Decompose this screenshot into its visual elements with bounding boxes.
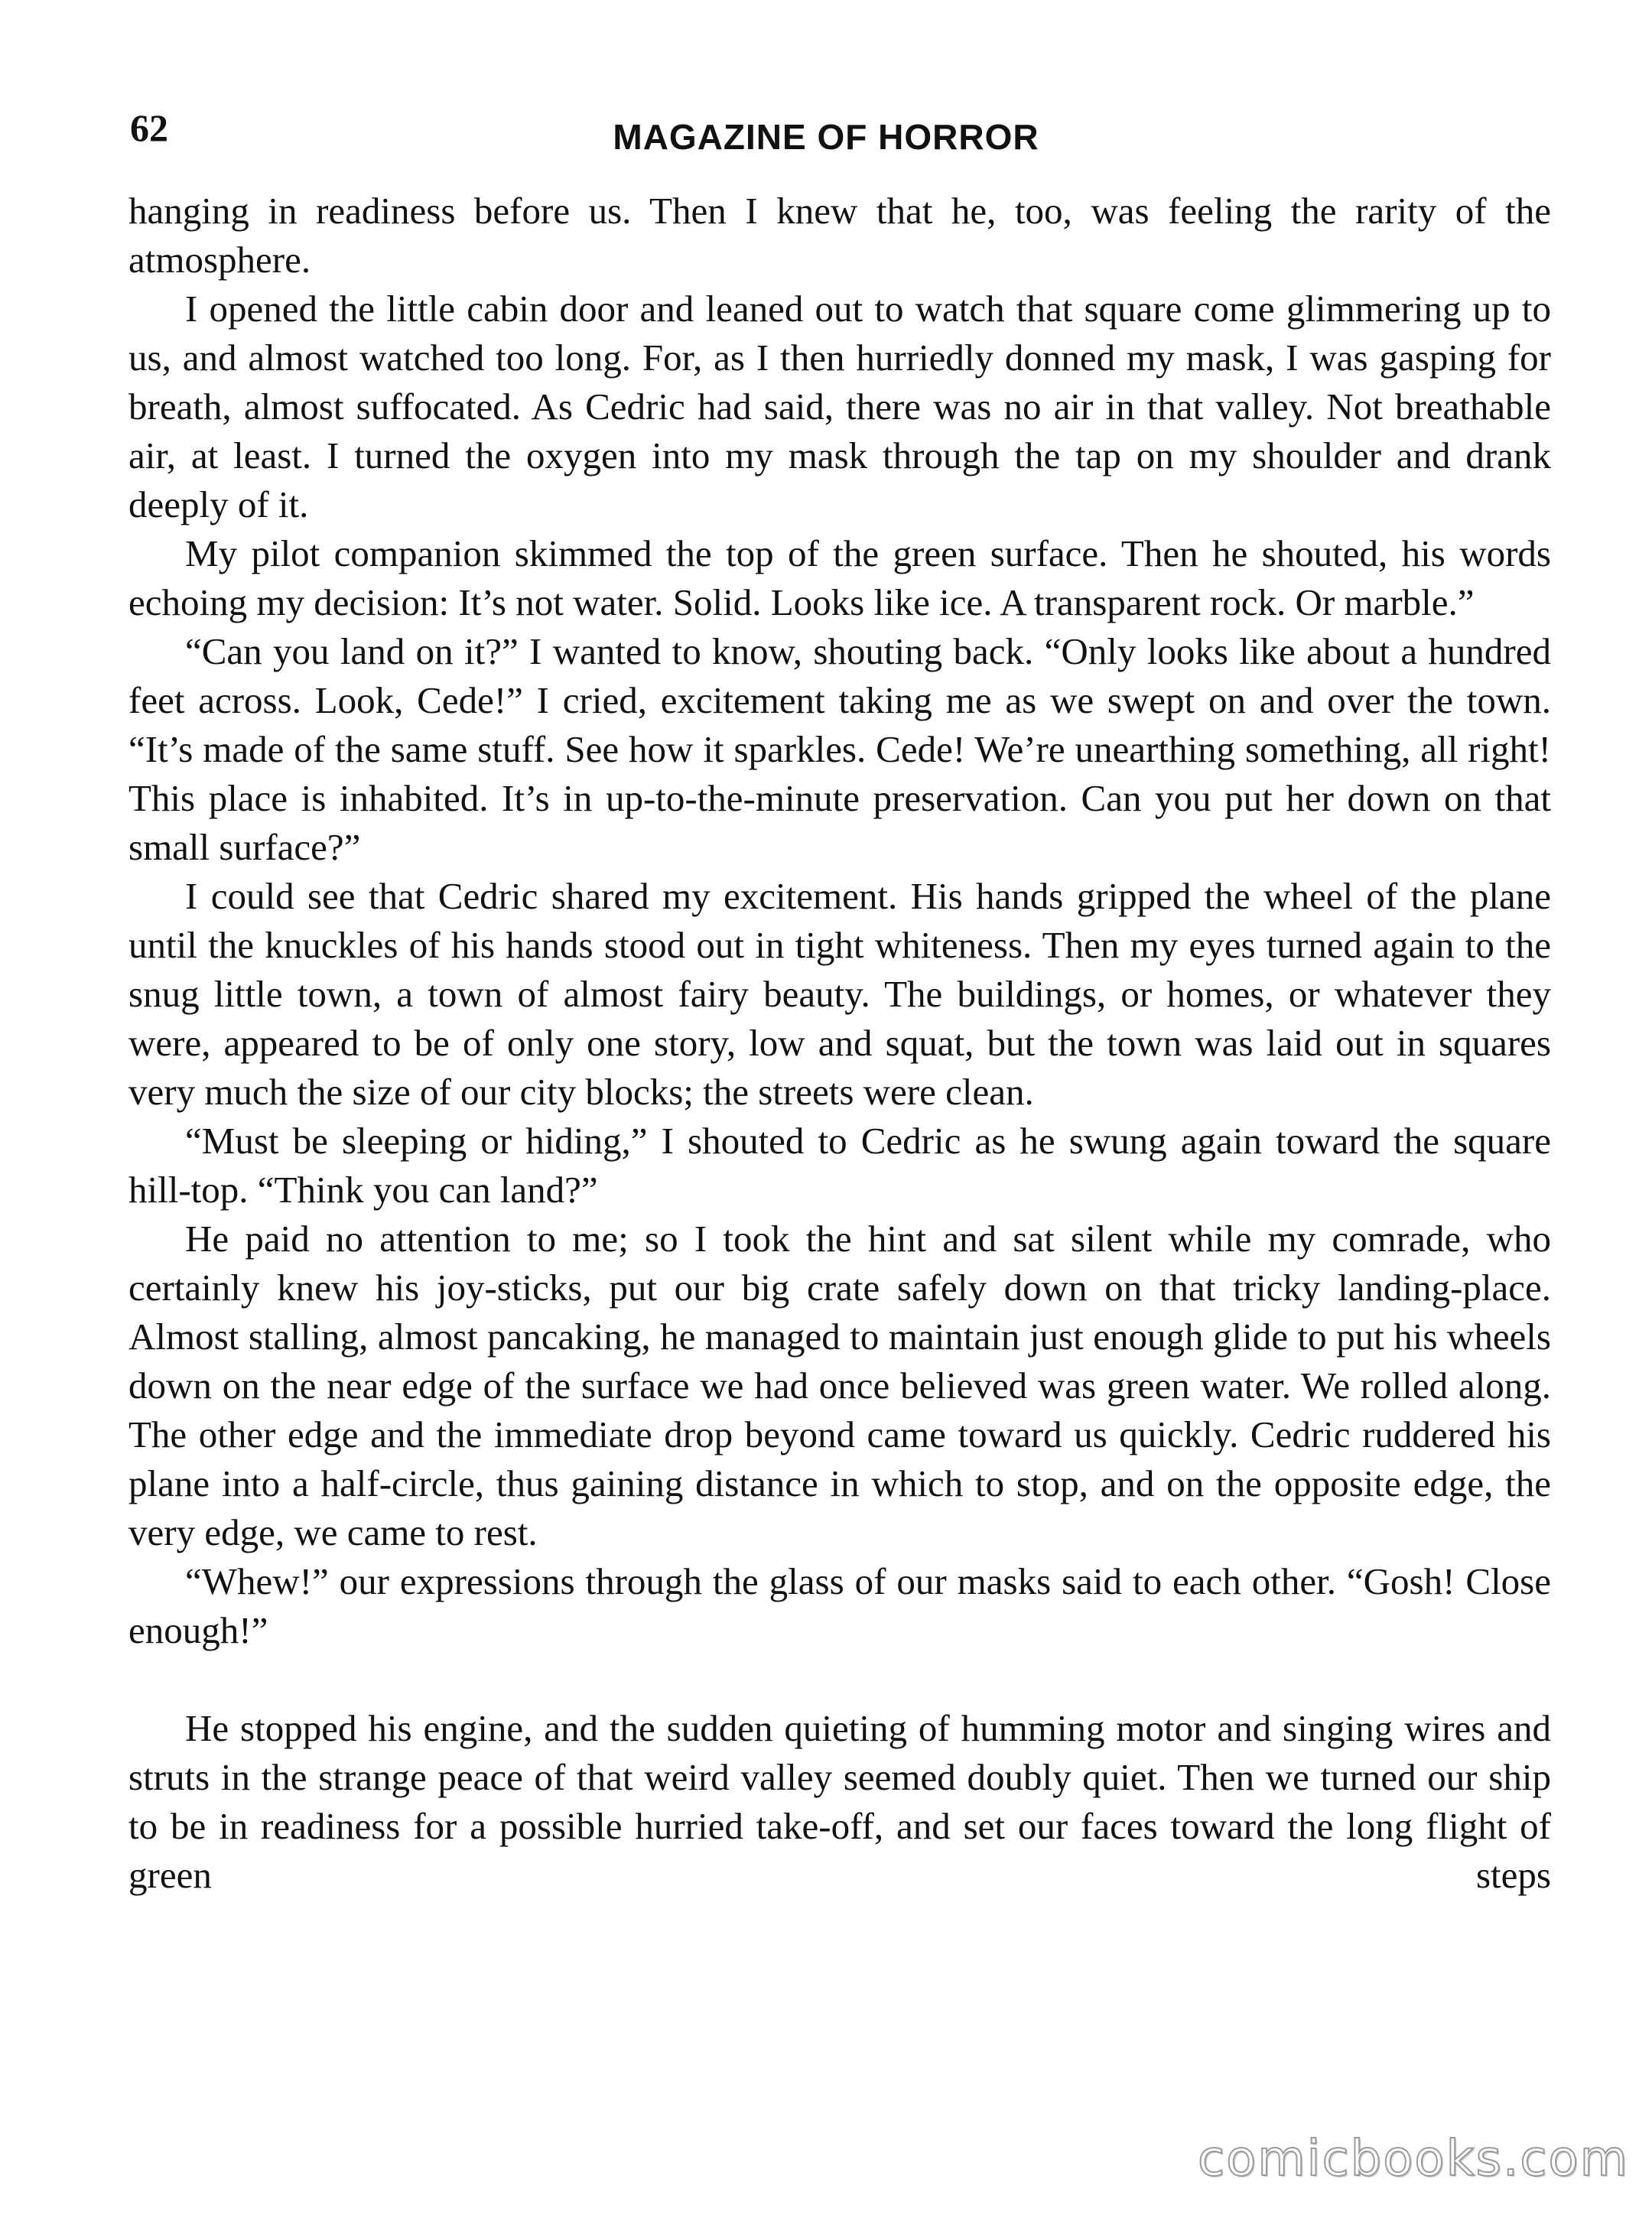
watermark: comicbooks.com (1197, 2131, 1629, 2187)
page-number: 62 (130, 106, 168, 149)
paragraph: I opened the little cabin door and leaned out to watch that square come glimmering up to us, and almost watched too long. For, as I then hurriedly donned my mask, I was gasping for breath, almost suffocated. As Cedric had said, there was no air in that valley. Not breathable air, at least. I turned the oxygen into my mask through the tap on my shoulder and drank deeply of it. (128, 288, 1551, 525)
story-text (128, 187, 1551, 1900)
paragraph: “Can you land on it?” I wanted to know, shouting back. “Only looks like about a hundred feet across. Look, Cede!” I cried, excitement taking me as we swept on and over the town. “It’s made of the same stuff. See how it sparkles. Cede! We’re unearthing something, all right! This place is inhabited. It’s in up-to-the-minute preservation. Can you put her down on that small surface?” (128, 630, 1551, 868)
paragraph: I could see that Cedric shared my excitement. His hands gripped the wheel of the plane until the knuckles of his hands stood out in tight whiteness. Then my eyes turned again to the snug little town, a town of almost fairy beauty. The buildings, or homes, or whatever they were, appeared to be of only one story, low and squat, but the town was laid out in squares very much the size of our city blocks; the streets were clean. (128, 875, 1551, 1113)
paragraph: “Must be sleeping or hiding,” I shouted to Cedric as he swung again toward the square hill-top. “Think you can land?” (128, 1120, 1551, 1211)
paragraph: hanging in readiness before us. Then I knew that he, too, was feeling the rarity of the atmosphere. (128, 190, 1551, 281)
paragraph: “Whew!” our expressions through the glass of our masks said to each other. “Gosh! Close enough!” (128, 1560, 1551, 1651)
running-head: MAGAZINE OF HORROR (613, 117, 1039, 157)
paragraph: My pilot companion skimmed the top of the green surface. Then he shouted, his words echoing my decision: It’s not water. Solid. Looks like ice. A transparent rock. Or marble.” (128, 532, 1551, 623)
paragraph: He paid no attention to me; so I took the hint and sat silent while my comrade, who certainly knew his joy-sticks, put our big crate safely down on that tricky landing-place. Almost stalling, almost pancaking, he managed to maintain just enough glide to put his wheels down on the near edge of the surface we had once believed was green water. We rolled along. The other edge and the immediate drop beyond came toward us quickly. Cedric ruddered his plane into a half-circle, thus gaining distance in which to stop, and on the opposite edge, the very edge, we came to rest. (128, 1218, 1551, 1553)
paragraph: He stopped his engine, and the sudden quieting of humming motor and singing wires and struts in the strange peace of that weird valley seemed doubly quiet. Then we turned our ship to be in readiness for a possible hurried take-off, and set our faces toward the long flight of green steps (128, 1707, 1551, 1896)
